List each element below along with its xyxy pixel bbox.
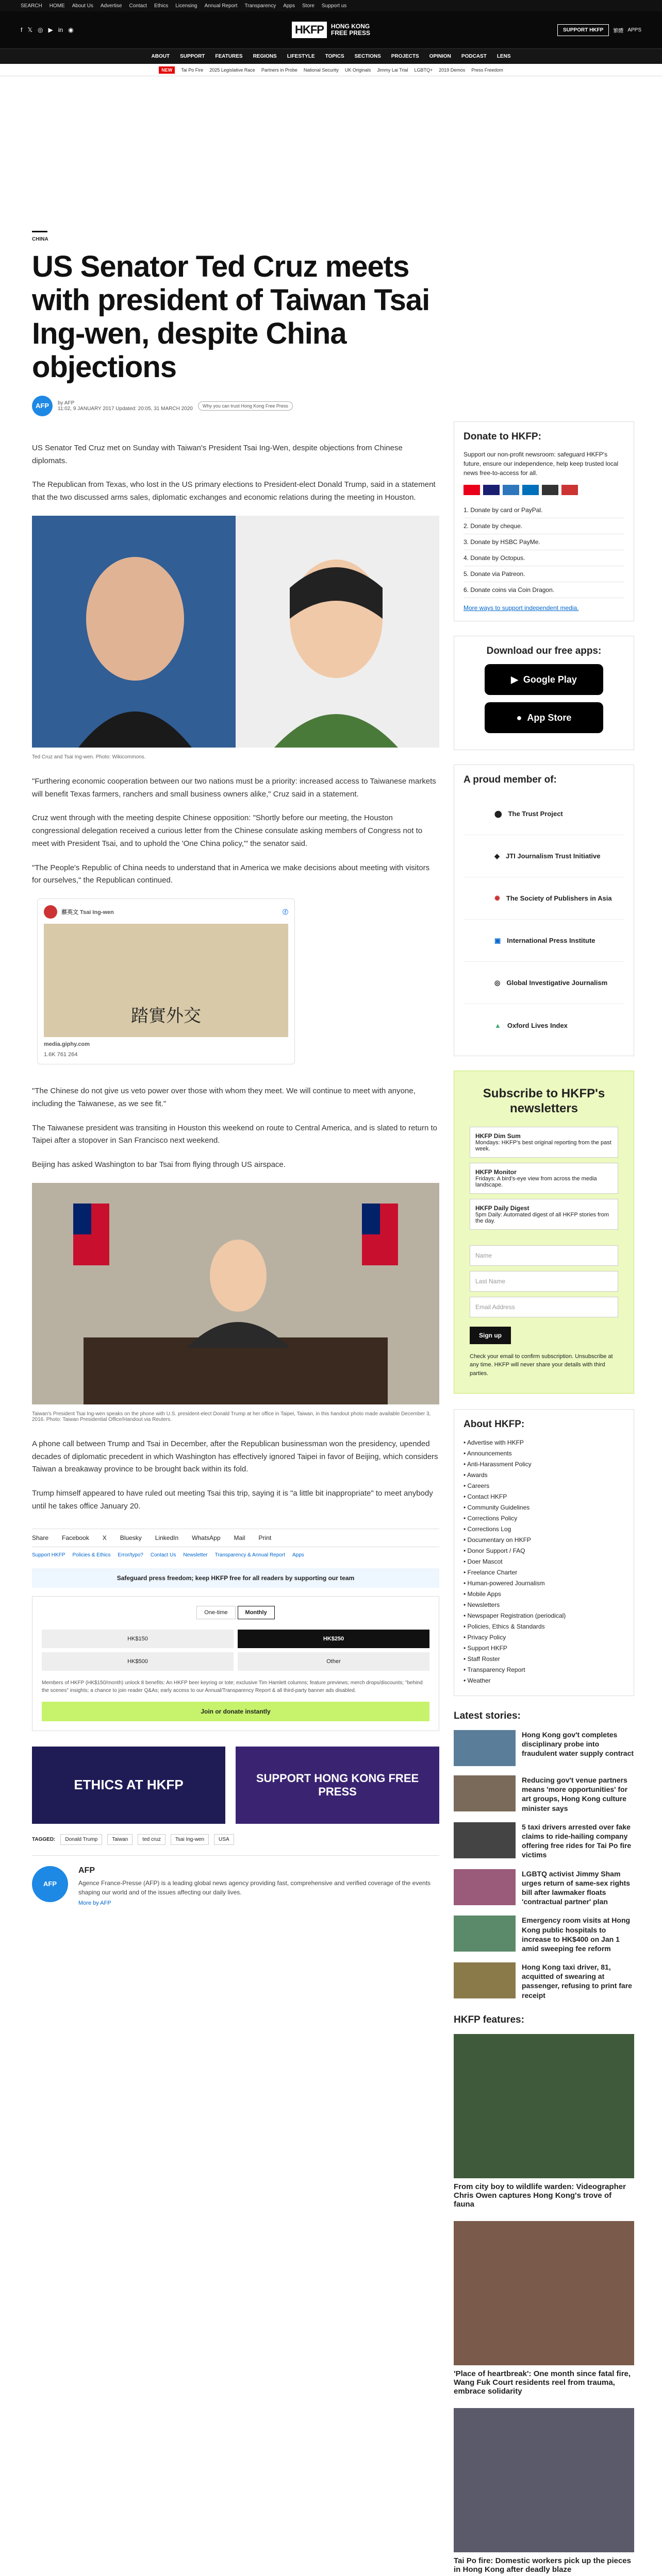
- safeguard-banner: Safeguard press freedom; keep HKFP free for all readers by supporting our team: [32, 1568, 439, 1588]
- lang-link[interactable]: 繁體: [613, 28, 624, 34]
- about-link[interactable]: • Awards: [464, 1471, 488, 1479]
- donate-option[interactable]: 2. Donate by cheque.: [464, 518, 624, 534]
- share-print-button[interactable]: Print: [258, 1534, 272, 1541]
- feature-story[interactable]: [454, 2221, 634, 2396]
- story-title: Hong Kong taxi driver, 81, acquitted of swearing at passenger, refusing to print fare receipt: [522, 1963, 632, 1999]
- paragraph: "Furthering economic cooperation between our two nations must be a priority: increased access to Taiwanese markets will benefit Texas farmers, ranchers and small business owners alike," Cruz said in a statement.: [32, 776, 436, 799]
- member-title: A proud member of:: [464, 774, 557, 785]
- share-label: Share: [32, 1534, 49, 1541]
- about-link[interactable]: • Staff Roster: [464, 1655, 500, 1663]
- last-name-input[interactable]: Last Name: [470, 1271, 618, 1292]
- latest-story[interactable]: [454, 1775, 634, 1813]
- bottom-banners: [32, 1747, 439, 1824]
- byline: [32, 396, 439, 416]
- more-ways-link[interactable]: More ways to support independent media.: [464, 604, 579, 612]
- support-us-link[interactable]: Support us: [321, 3, 347, 9]
- card-icon: [542, 485, 558, 495]
- share-bluesky-button[interactable]: Bluesky: [120, 1534, 142, 1541]
- features-section: [454, 2014, 634, 2574]
- nav-projects[interactable]: PROJECTS: [391, 54, 419, 59]
- paragraph: Beijing has asked Washington to bar Tsai from flying through US airspace.: [32, 1160, 286, 1170]
- nav-opinion[interactable]: OPINION: [429, 54, 451, 59]
- newsletter-name: HKFP Dim Sum: [475, 1132, 521, 1140]
- apps-box: [454, 636, 634, 750]
- about-list: [464, 1437, 624, 1686]
- about-title: About HKFP:: [464, 1419, 525, 1430]
- footer-link[interactable]: Support HKFP: [32, 1552, 65, 1558]
- email-input[interactable]: Email Address: [470, 1297, 618, 1317]
- play-icon: ▶: [511, 674, 518, 685]
- story-thumbnail: [454, 1869, 516, 1905]
- about-link[interactable]: About Us: [72, 3, 93, 9]
- donate-option[interactable]: 1. Donate by card or PayPal.: [464, 502, 624, 518]
- author-box: [32, 1855, 439, 1906]
- amount-option[interactable]: HK$150: [42, 1630, 234, 1648]
- card-icon: [483, 485, 500, 495]
- byline-dates: 11:02, 9 JANUARY 2017 Updated: 20:05, 31 MARCH 2020: [58, 405, 193, 412]
- amount-option[interactable]: HK$500: [42, 1652, 234, 1671]
- logo-line2: FREE PRESS: [330, 29, 370, 37]
- nav-regions[interactable]: REGIONS: [253, 54, 277, 59]
- about-link[interactable]: • Human-powered Journalism: [464, 1580, 545, 1587]
- embed-stats: 1.6K 761 264: [44, 1052, 78, 1058]
- paragraph: "The Chinese do not give us veto power over those with whom they meet. We will continue to meet with anyone, including the Taiwanese, as we see fit.": [32, 1087, 416, 1108]
- paragraph: US Senator Ted Cruz met on Sunday with Taiwan's President Tsai Ing-Wen, despite objections from Chinese diplomats.: [32, 443, 403, 465]
- footer-link[interactable]: Policies & Ethics: [72, 1552, 111, 1558]
- donate-option[interactable]: 6. Donate coins via Coin Dragon.: [464, 582, 624, 598]
- byline-author[interactable]: by AFP: [58, 400, 75, 406]
- partner-logo[interactable]: [464, 835, 624, 877]
- share-x-button[interactable]: X: [102, 1534, 107, 1541]
- about-link[interactable]: • Corrections Policy: [464, 1515, 518, 1522]
- apple-icon: ●: [516, 712, 522, 723]
- article-photo-2: [32, 1183, 439, 1407]
- app-store-button[interactable]: [485, 702, 603, 733]
- google-play-label: Google Play: [523, 674, 577, 685]
- apps-title: Download our free apps:: [486, 646, 602, 656]
- app-store-label: App Store: [527, 712, 572, 723]
- about-link[interactable]: • Anti-Harassment Policy: [464, 1461, 532, 1468]
- share-whatsapp-button[interactable]: WhatsApp: [192, 1534, 221, 1541]
- about-link[interactable]: • Privacy Policy: [464, 1634, 506, 1641]
- tag[interactable]: Tsai Ing-wen: [171, 1834, 209, 1845]
- article-title: US Senator Ted Cruz meets with president of Taiwan Tsai Ing-wen, despite China objections: [32, 250, 430, 384]
- about-link[interactable]: • Community Guidelines: [464, 1504, 530, 1512]
- author-box-name[interactable]: AFP: [78, 1866, 95, 1875]
- newsletter-name: HKFP Daily Digest: [475, 1204, 529, 1212]
- about-link[interactable]: • Donor Support / FAQ: [464, 1547, 525, 1555]
- newsletter-desc: 5pm Daily: Automated digest of all HKFP stories from the day.: [475, 1211, 609, 1224]
- partner-name: The Society of Publishers in Asia: [506, 894, 612, 902]
- card-icon: [522, 485, 539, 495]
- newsletter-desc: Mondays: HKFP's best original reporting from the past week.: [475, 1139, 611, 1152]
- story-thumbnail: [454, 1916, 516, 1952]
- about-link[interactable]: • Announcements: [464, 1450, 512, 1458]
- newsletter-option[interactable]: [470, 1163, 618, 1194]
- nav-topics[interactable]: TOPICS: [325, 54, 344, 59]
- author-box-avatar[interactable]: AFP: [32, 1866, 68, 1902]
- join-donate-button[interactable]: Join or donate instantly: [42, 1702, 429, 1721]
- footer-link[interactable]: Apps: [292, 1552, 304, 1558]
- story-title: Emergency room visits at Hong Kong public hospitals to increase to HK$400 on Jan 1 amid sweeping fee reform: [522, 1916, 631, 1953]
- top-utility-bar: [0, 0, 662, 11]
- story-title: Hong Kong gov't completes disciplinary probe into fraudulent water supply contract: [522, 1731, 634, 1758]
- ipi-icon: ▣: [494, 936, 501, 944]
- latest-title: Latest stories:: [454, 1710, 521, 1722]
- paragraph: A phone call between Trump and Tsai in December, after the Republican businessman won the presidency, upended decades of diplomatic precedent in which Washington has effectively ignored Taipei in favor of Beijing, which considers Taiwan a breakaway province to be brought back within its fold.: [32, 1439, 438, 1474]
- article-category[interactable]: CHINA: [32, 231, 47, 242]
- tag[interactable]: Taiwan: [107, 1834, 133, 1845]
- tag[interactable]: Donald Trump: [60, 1834, 102, 1845]
- header-apps-link[interactable]: APPS: [627, 27, 641, 33]
- story-thumbnail: [454, 1962, 516, 1998]
- more-by-author-link[interactable]: More by AFP: [78, 1900, 111, 1906]
- feature-title: From city boy to wildlife warden: Videographer Chris Owen captures Hong Kong's trove of fauna: [454, 2182, 626, 2209]
- contact-link[interactable]: Contact: [129, 3, 147, 9]
- oxford-icon: ▲: [494, 1021, 501, 1029]
- footer-link[interactable]: Contact Us: [150, 1552, 176, 1558]
- facebook-embed[interactable]: [37, 899, 295, 1064]
- photo-caption: Ted Cruz and Tsai Ing-wen. Photo: Wikicommons.: [32, 754, 146, 760]
- about-link[interactable]: • Freelance Charter: [464, 1569, 518, 1577]
- logo-line1: HONG KONG: [330, 22, 370, 30]
- feature-image: [454, 2034, 634, 2178]
- new-badge: NEW: [159, 66, 175, 74]
- ethics-banner[interactable]: ETHICS AT HKFP: [32, 1747, 225, 1824]
- payment-icons: [464, 485, 624, 495]
- about-link[interactable]: • Newspaper Registration (periodical): [464, 1612, 566, 1620]
- partner-name: International Press Institute: [507, 937, 595, 944]
- member-benefits: Members of HKFP (HK$150/month) unlock 8 benefits: An HKFP beer keyring or tote; exclusive Tim Hamlett columns; feature previews; merch drops/discounts; "behind the scenes" insights; a chance to join reader Q&As; early access to our Annual/Transparency Report & all third-party banner ads disabled.: [42, 1680, 423, 1693]
- google-play-button[interactable]: [485, 664, 603, 695]
- card-icon: [561, 485, 578, 495]
- tag[interactable]: USA: [214, 1834, 234, 1845]
- nav-features[interactable]: FEATURES: [215, 54, 243, 59]
- nav-sections[interactable]: SECTIONS: [354, 54, 381, 59]
- donate-box: [454, 421, 634, 621]
- sidebar: [454, 421, 634, 2576]
- donate-widget: [32, 1596, 439, 1731]
- monthly-tab[interactable]: Monthly: [238, 1606, 275, 1619]
- partner-logo[interactable]: [464, 920, 624, 962]
- licensing-link[interactable]: Licensing: [175, 3, 197, 9]
- one-time-tab[interactable]: One-time: [196, 1606, 235, 1619]
- trending-bar: [0, 64, 662, 76]
- story-title: 5 taxi drivers arrested over fake claims to ride-hailing company offering free rides for Tai Po fire victims: [522, 1822, 632, 1859]
- trending-item[interactable]: Partners in Probe: [261, 67, 297, 73]
- latest-story[interactable]: [454, 1916, 634, 1953]
- latest-story[interactable]: [454, 1822, 634, 1860]
- about-link[interactable]: • Contact HKFP: [464, 1493, 507, 1501]
- embed-name[interactable]: 蔡英文 Tsai Ing-wen: [61, 909, 114, 916]
- about-link[interactable]: • Corrections Log: [464, 1526, 511, 1533]
- about-link[interactable]: • Newsletters: [464, 1601, 500, 1609]
- author-avatar[interactable]: AFP: [32, 396, 53, 416]
- about-link[interactable]: • Policies, Ethics & Standards: [464, 1623, 545, 1631]
- ethics-link[interactable]: Ethics: [154, 3, 169, 9]
- partner-name: Global Investigative Journalism: [506, 979, 608, 987]
- paragraph: The Taiwanese president was transiting in Houston this weekend on route to Central America, and is slated to return to Taipei after a stopover in San Francisco next weekend.: [32, 1123, 437, 1145]
- trust-badge[interactable]: Why you can trust Hong Kong Free Press: [198, 401, 293, 411]
- store-link[interactable]: Store: [302, 3, 315, 9]
- feature-story[interactable]: [454, 2408, 634, 2574]
- paragraph: Cruz went through with the meeting despite Chinese opposition: "Shortly before our meeting, the Houston congressional delegation received a curious letter from the Chinese consulate asking members of Congress not to meet with President Tsai, and to uphold the 'One China policy,'" the senator said.: [32, 814, 423, 848]
- share-mail-button[interactable]: Mail: [234, 1534, 245, 1541]
- name-input[interactable]: Name: [470, 1245, 618, 1266]
- card-icon: [464, 485, 480, 495]
- feature-story[interactable]: [454, 2034, 634, 2209]
- partner-logo[interactable]: [464, 1004, 624, 1046]
- photo-caption: Taiwan's President Tsai Ing-wen speaks on the phone with U.S. president-elect Donald Trump at her office in Taipei, Taiwan, in this handout photo made available December 3, 2016. Photo: Taiwan Presidential Office/Handout via Reuters.: [32, 1411, 431, 1422]
- search-link[interactable]: SEARCH: [21, 3, 42, 9]
- latest-story[interactable]: [454, 1962, 634, 2000]
- donate-option[interactable]: 5. Donate via Patreon.: [464, 566, 624, 582]
- newsletter-option[interactable]: [470, 1127, 618, 1158]
- trending-item[interactable]: 2019 Demos: [439, 67, 466, 73]
- nav-podcast[interactable]: PODCAST: [461, 54, 487, 59]
- advertise-link[interactable]: Advertise: [100, 3, 122, 9]
- about-link[interactable]: • Doer Mascot: [464, 1558, 503, 1566]
- about-link[interactable]: • Advertise with HKFP: [464, 1439, 524, 1447]
- main-header: [0, 11, 662, 48]
- donate-option[interactable]: 3. Donate by HSBC PayMe.: [464, 534, 624, 550]
- embed-image: [44, 924, 288, 1037]
- about-link[interactable]: • Weather: [464, 1677, 491, 1685]
- partner-name: The Trust Project: [508, 810, 563, 818]
- embed-link[interactable]: media.giphy.com: [44, 1041, 90, 1048]
- story-thumbnail: [454, 1822, 516, 1858]
- article: [32, 231, 439, 1906]
- story-title: Reducing gov't venue partners means 'more opportunities' for art groups, Hong Kong culture minister says: [522, 1776, 628, 1812]
- trending-item[interactable]: 2025 Legislative Race: [209, 67, 255, 73]
- feature-title: Tai Po fire: Domestic workers pick up the pieces in Hong Kong after deadly blaze: [454, 2556, 631, 2574]
- donate-intro: Support our non-profit newsroom: safeguard HKFP's future, ensure our independence, help keep trusted local news free-to-access for all.: [464, 451, 619, 477]
- trust-project-icon: ⬤: [494, 809, 502, 818]
- trending-item[interactable]: Jimmy Lai Trial: [377, 67, 408, 73]
- jti-icon: ◆: [494, 852, 500, 860]
- partner-logo[interactable]: [464, 793, 624, 835]
- site-logo[interactable]: [292, 22, 370, 38]
- partner-name: Oxford Lives Index: [507, 1021, 568, 1029]
- nav-lens[interactable]: LENS: [496, 54, 511, 59]
- social-icons: [21, 26, 74, 33]
- footer-link[interactable]: Error/typo?: [118, 1552, 143, 1558]
- card-icon: [503, 485, 519, 495]
- instagram-icon[interactable]: ◎: [38, 26, 43, 33]
- embed-chinese-text: 踏實外交: [131, 1006, 201, 1027]
- latest-story[interactable]: [454, 1869, 634, 1907]
- share-linkedin-button[interactable]: LinkedIn: [155, 1534, 179, 1541]
- cruz-tsai-photo: [32, 516, 439, 748]
- support-hkfp-button[interactable]: SUPPORT HKFP: [557, 24, 609, 36]
- features-title: HKFP features:: [454, 2014, 524, 2025]
- newsletter-option[interactable]: [470, 1199, 618, 1230]
- newsletter-box: [454, 1071, 634, 1394]
- about-link[interactable]: • Documentary on HKFP: [464, 1536, 531, 1544]
- tag[interactable]: ted cruz: [138, 1834, 166, 1845]
- author-box-bio: Agence France-Presse (AFP) is a leading global news agency providing fast, comprehensive and verified coverage of the events shaping our world and of the issues affecting our daily lives.: [78, 1879, 431, 1896]
- member-box: [454, 765, 634, 1056]
- about-link[interactable]: • Support HKFP: [464, 1645, 507, 1652]
- linkedin-icon[interactable]: in: [58, 26, 63, 33]
- trending-item[interactable]: Press Freedom: [471, 67, 503, 73]
- share-facebook-button[interactable]: Facebook: [62, 1534, 89, 1541]
- rss-icon[interactable]: ◉: [68, 26, 74, 33]
- tags-label: TAGGED:: [32, 1836, 56, 1842]
- footer-link[interactable]: Transparency & Annual Report: [214, 1552, 285, 1558]
- annual-report-link[interactable]: Annual Report: [204, 3, 238, 9]
- feature-image: [454, 2408, 634, 2552]
- trending-item[interactable]: National Security: [303, 67, 339, 73]
- signup-button[interactable]: Sign up: [470, 1327, 511, 1344]
- paragraph: Trump himself appeared to have ruled out meeting Tsai this trip, saying it is "a little bit inappropriate" to meet anybody until he takes office January 20.: [32, 1489, 433, 1511]
- latest-stories: [454, 1710, 634, 2000]
- trending-item[interactable]: LGBTQ+: [414, 67, 433, 73]
- youtube-icon[interactable]: ▶: [48, 26, 53, 33]
- paragraph: The Republican from Texas, who lost in the US primary elections to President-elect Donald Trump, said in a statement that the two discussed arms sales, diplomatic exchanges and economic relations during the meeting in Houston.: [32, 480, 436, 502]
- about-link[interactable]: • Careers: [464, 1482, 490, 1490]
- home-link[interactable]: HOME: [49, 3, 65, 9]
- story-thumbnail: [454, 1775, 516, 1811]
- tsai-phone-photo: [32, 1183, 439, 1404]
- facebook-icon: ⓕ: [283, 909, 288, 916]
- nav-lifestyle[interactable]: LIFESTYLE: [287, 54, 315, 59]
- about-link[interactable]: • Mobile Apps: [464, 1590, 501, 1598]
- transparency-link[interactable]: Transparency: [244, 3, 276, 9]
- newsletter-desc: Fridays: A bird's-eye view from across the media landscape.: [475, 1175, 597, 1188]
- trending-item[interactable]: Tai Po Fire: [181, 67, 204, 73]
- paragraph: "The People's Republic of China needs to understand that in America we make decisions about meeting with visitors for ourselves," the Republican continued.: [32, 863, 430, 885]
- partner-logo[interactable]: [464, 877, 624, 920]
- footer-link[interactable]: Newsletter: [183, 1552, 208, 1558]
- x-icon[interactable]: 𝕏: [27, 26, 33, 33]
- sopa-icon: ✺: [494, 894, 500, 902]
- donate-option[interactable]: 4. Donate by Octopus.: [464, 550, 624, 566]
- share-bar: [32, 1529, 439, 1547]
- logo-mark: HKFP: [292, 22, 327, 38]
- article-footer-links: [32, 1552, 439, 1558]
- newsletter-title: Subscribe to HKFP's newsletters: [483, 1087, 605, 1115]
- feature-title: 'Place of heartbreak': One month since fatal fire, Wang Fuk Court residents reel from trauma, embrace solidarity: [454, 2369, 631, 2396]
- apps-link[interactable]: Apps: [283, 3, 295, 9]
- article-photo-1: [32, 516, 439, 750]
- main-nav: [0, 48, 662, 64]
- embed-avatar: [44, 905, 57, 919]
- facebook-icon[interactable]: f: [21, 26, 23, 33]
- about-link[interactable]: • Transparency Report: [464, 1666, 525, 1674]
- feature-image: [454, 2221, 634, 2365]
- partner-logo[interactable]: [464, 962, 624, 1004]
- about-box: [454, 1409, 634, 1696]
- trending-item[interactable]: UK Originals: [344, 67, 371, 73]
- tag-list: [32, 1834, 439, 1845]
- newsletter-note: Check your email to confirm subscription. Unsubscribe at any time. HKFP will never share your details with third parties.: [470, 1353, 613, 1377]
- story-thumbnail: [454, 1730, 516, 1766]
- nav-about[interactable]: ABOUT: [151, 54, 170, 59]
- story-title: LGBTQ activist Jimmy Sham urges return of same-sex rights bill after lawmaker floats 'contractual partner' plan: [522, 1869, 631, 1906]
- amount-option-selected[interactable]: HK$250: [238, 1630, 429, 1648]
- gijn-icon: ◎: [494, 978, 501, 987]
- support-banner[interactable]: SUPPORT HONG KONG FREE PRESS: [236, 1747, 439, 1824]
- donate-title: Donate to HKFP:: [464, 431, 541, 442]
- newsletter-name: HKFP Monitor: [475, 1168, 517, 1176]
- amount-option[interactable]: Other: [238, 1652, 429, 1671]
- nav-support[interactable]: SUPPORT: [180, 54, 205, 59]
- latest-story[interactable]: [454, 1730, 634, 1766]
- partner-name: JTI Journalism Trust Initiative: [506, 852, 601, 860]
